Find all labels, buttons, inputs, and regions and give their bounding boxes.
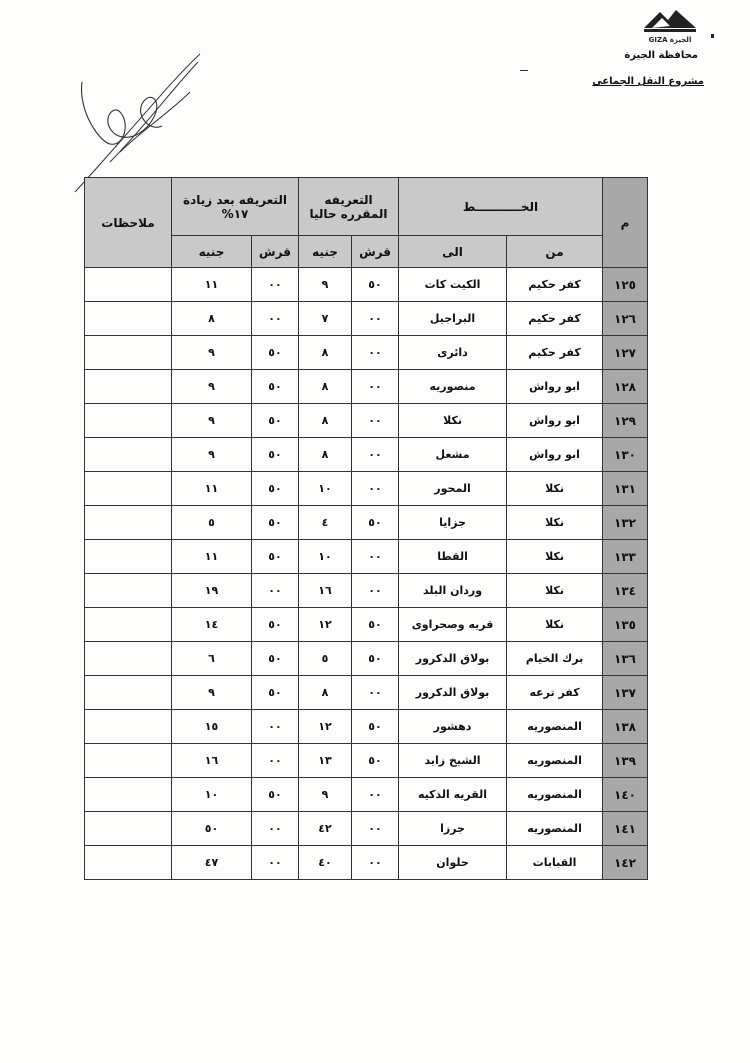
route-to: بولاق الدكرور — [399, 642, 507, 676]
row-number: ١٣١ — [603, 472, 648, 506]
new-gineih: ٩ — [172, 438, 252, 472]
new-gineih: ١٩ — [172, 574, 252, 608]
new-gineih: ١٠ — [172, 778, 252, 812]
row-number: ١٢٨ — [603, 370, 648, 404]
current-qirsh: ٥٠ — [352, 608, 399, 642]
giza-logo — [640, 6, 702, 46]
row-number: ١٤٢ — [603, 846, 648, 880]
current-gineih: ١٢ — [299, 710, 352, 744]
current-qirsh: ٥٠ — [352, 744, 399, 778]
new-gineih: ٩ — [172, 336, 252, 370]
current-qirsh: ٠٠ — [352, 438, 399, 472]
new-qirsh: ٥٠ — [252, 336, 299, 370]
route-to: حلوان — [399, 846, 507, 880]
route-to: وردان البلد — [399, 574, 507, 608]
new-gineih: ٨ — [172, 302, 252, 336]
col-header-new-gineih: جنيه — [172, 236, 252, 268]
current-gineih: ٩ — [299, 778, 352, 812]
route-to: دائرى — [399, 336, 507, 370]
new-qirsh: ٠٠ — [252, 846, 299, 880]
current-qirsh: ٠٠ — [352, 540, 399, 574]
table-row — [85, 404, 648, 438]
new-gineih: ٦ — [172, 642, 252, 676]
new-qirsh: ٠٠ — [252, 302, 299, 336]
new-qirsh: ٥٠ — [252, 642, 299, 676]
row-number: ١٢٦ — [603, 302, 648, 336]
route-to: قريه وصحراوى — [399, 608, 507, 642]
new-gineih: ١٦ — [172, 744, 252, 778]
table-row — [85, 370, 648, 404]
notes-cell — [85, 472, 172, 506]
row-number: ١٣٢ — [603, 506, 648, 540]
new-qirsh: ٠٠ — [252, 812, 299, 846]
route-to: جرزا — [399, 812, 507, 846]
notes-cell — [85, 710, 172, 744]
row-number: ١٣٥ — [603, 608, 648, 642]
new-qirsh: ٥٠ — [252, 540, 299, 574]
notes-cell — [85, 336, 172, 370]
notes-cell — [85, 268, 172, 302]
notes-cell — [85, 642, 172, 676]
new-gineih: ١٤ — [172, 608, 252, 642]
bullet-mark — [711, 34, 714, 38]
table-row — [85, 302, 648, 336]
route-from: ابو رواش — [507, 404, 603, 438]
route-to: القريه الذكيه — [399, 778, 507, 812]
new-gineih: ٥ — [172, 506, 252, 540]
row-number: ١٣٧ — [603, 676, 648, 710]
new-gineih: ٩ — [172, 676, 252, 710]
notes-cell — [85, 506, 172, 540]
table-row — [85, 268, 648, 302]
new-qirsh: ٠٠ — [252, 268, 299, 302]
current-qirsh: ٠٠ — [352, 676, 399, 710]
table-row — [85, 336, 648, 370]
row-number: ١٤١ — [603, 812, 648, 846]
route-to: البراجيل — [399, 302, 507, 336]
notes-cell — [85, 812, 172, 846]
current-qirsh: ٠٠ — [352, 336, 399, 370]
current-gineih: ٧ — [299, 302, 352, 336]
notes-cell — [85, 302, 172, 336]
col-header-line: الخـــــــــــط — [399, 178, 603, 236]
new-gineih: ١١ — [172, 472, 252, 506]
organization-name: محافظة الجيزة — [624, 50, 698, 61]
table-row — [85, 540, 648, 574]
notes-cell — [85, 744, 172, 778]
notes-cell — [85, 778, 172, 812]
table-row — [85, 608, 648, 642]
new-gineih: ٤٧ — [172, 846, 252, 880]
new-qirsh: ٥٠ — [252, 370, 299, 404]
current-gineih: ٨ — [299, 336, 352, 370]
row-number: ١٣٦ — [603, 642, 648, 676]
route-from: برك الخيام — [507, 642, 603, 676]
route-from: نكلا — [507, 574, 603, 608]
route-from: المنصوريه — [507, 744, 603, 778]
route-to: الكيت كات — [399, 268, 507, 302]
row-number: ١٤٠ — [603, 778, 648, 812]
project-name: مشروع النقل الجماعى — [592, 76, 704, 87]
current-gineih: ١٢ — [299, 608, 352, 642]
route-to: الشيخ زايد — [399, 744, 507, 778]
table-row — [85, 812, 648, 846]
col-header-to: الى — [399, 236, 507, 268]
dash-mark — [520, 70, 528, 71]
col-header-current-gineih: جنيه — [299, 236, 352, 268]
route-to: جزايا — [399, 506, 507, 540]
row-number: ١٣٣ — [603, 540, 648, 574]
route-from: المنصوريه — [507, 778, 603, 812]
notes-cell — [85, 676, 172, 710]
row-number: ١٣٩ — [603, 744, 648, 778]
current-gineih: ٨ — [299, 370, 352, 404]
col-header-new-qirsh: قرش — [252, 236, 299, 268]
route-from: كفر حكيم — [507, 336, 603, 370]
row-number: ١٣٤ — [603, 574, 648, 608]
notes-cell — [85, 540, 172, 574]
current-gineih: ٤ — [299, 506, 352, 540]
new-gineih: ٩ — [172, 404, 252, 438]
new-gineih: ٥٠ — [172, 812, 252, 846]
route-to: المحور — [399, 472, 507, 506]
new-qirsh: ٠٠ — [252, 744, 299, 778]
route-from: المنصوريه — [507, 710, 603, 744]
current-qirsh: ٠٠ — [352, 812, 399, 846]
new-qirsh: ٠٠ — [252, 574, 299, 608]
notes-cell — [85, 608, 172, 642]
current-gineih: ١٠ — [299, 472, 352, 506]
row-number: ١٢٧ — [603, 336, 648, 370]
route-to: نكلا — [399, 404, 507, 438]
row-number: ١٣٠ — [603, 438, 648, 472]
route-from: كفر ترعه — [507, 676, 603, 710]
fare-table — [84, 177, 648, 880]
col-header-notes: ملاحظات — [85, 178, 172, 268]
row-number: ١٢٥ — [603, 268, 648, 302]
route-to: دهشور — [399, 710, 507, 744]
route-from: كفر حكيم — [507, 268, 603, 302]
route-from: كفر حكيم — [507, 302, 603, 336]
new-qirsh: ٥٠ — [252, 506, 299, 540]
current-gineih: ٥ — [299, 642, 352, 676]
table-row — [85, 438, 648, 472]
logo-text: GIZA الجيزة — [648, 36, 692, 44]
new-qirsh: ٥٠ — [252, 676, 299, 710]
col-header-m: م — [603, 178, 648, 268]
new-qirsh: ٥٠ — [252, 608, 299, 642]
new-qirsh: ٠٠ — [252, 710, 299, 744]
table-row — [85, 710, 648, 744]
current-gineih: ٨ — [299, 676, 352, 710]
current-gineih: ٨ — [299, 438, 352, 472]
table-row — [85, 506, 648, 540]
current-qirsh: ٠٠ — [352, 472, 399, 506]
current-qirsh: ٠٠ — [352, 302, 399, 336]
current-gineih: ١٠ — [299, 540, 352, 574]
row-number: ١٢٩ — [603, 404, 648, 438]
current-qirsh: ٥٠ — [352, 642, 399, 676]
col-header-current-fare: التعريفه المقرره حاليا — [299, 178, 399, 236]
current-gineih: ٤٠ — [299, 846, 352, 880]
current-gineih: ٩ — [299, 268, 352, 302]
new-gineih: ١٥ — [172, 710, 252, 744]
current-qirsh: ٥٠ — [352, 268, 399, 302]
current-qirsh: ٠٠ — [352, 370, 399, 404]
route-to: بولاق الدكرور — [399, 676, 507, 710]
col-header-current-qirsh: قرش — [352, 236, 399, 268]
route-to: القطا — [399, 540, 507, 574]
row-number: ١٣٨ — [603, 710, 648, 744]
table-row — [85, 846, 648, 880]
table-row — [85, 574, 648, 608]
new-qirsh: ٥٠ — [252, 778, 299, 812]
table-row — [85, 642, 648, 676]
current-qirsh: ٥٠ — [352, 710, 399, 744]
route-from: القبابات — [507, 846, 603, 880]
route-from: ابو رواش — [507, 370, 603, 404]
current-gineih: ١٣ — [299, 744, 352, 778]
route-from: ابو رواش — [507, 438, 603, 472]
route-from: نكلا — [507, 472, 603, 506]
new-gineih: ٩ — [172, 370, 252, 404]
route-from: نكلا — [507, 608, 603, 642]
new-qirsh: ٥٠ — [252, 404, 299, 438]
table-row — [85, 744, 648, 778]
current-qirsh: ٥٠ — [352, 506, 399, 540]
route-to: منصوريه — [399, 370, 507, 404]
new-qirsh: ٥٠ — [252, 438, 299, 472]
notes-cell — [85, 438, 172, 472]
table-row — [85, 778, 648, 812]
new-gineih: ١١ — [172, 540, 252, 574]
table-row — [85, 676, 648, 710]
current-gineih: ١٦ — [299, 574, 352, 608]
new-qirsh: ٥٠ — [252, 472, 299, 506]
current-qirsh: ٠٠ — [352, 404, 399, 438]
current-gineih: ٤٢ — [299, 812, 352, 846]
current-qirsh: ٠٠ — [352, 846, 399, 880]
table-row — [85, 472, 648, 506]
current-qirsh: ٠٠ — [352, 574, 399, 608]
route-from: نكلا — [507, 506, 603, 540]
col-header-from: من — [507, 236, 603, 268]
new-gineih: ١١ — [172, 268, 252, 302]
handwritten-signature — [70, 52, 210, 197]
notes-cell — [85, 370, 172, 404]
route-from: المنصوريه — [507, 812, 603, 846]
current-gineih: ٨ — [299, 404, 352, 438]
notes-cell — [85, 404, 172, 438]
route-from: نكلا — [507, 540, 603, 574]
notes-cell — [85, 574, 172, 608]
notes-cell — [85, 846, 172, 880]
current-qirsh: ٠٠ — [352, 778, 399, 812]
col-header-new-fare: التعريفه بعد زيادة ١٧% — [172, 178, 299, 236]
route-to: مشعل — [399, 438, 507, 472]
